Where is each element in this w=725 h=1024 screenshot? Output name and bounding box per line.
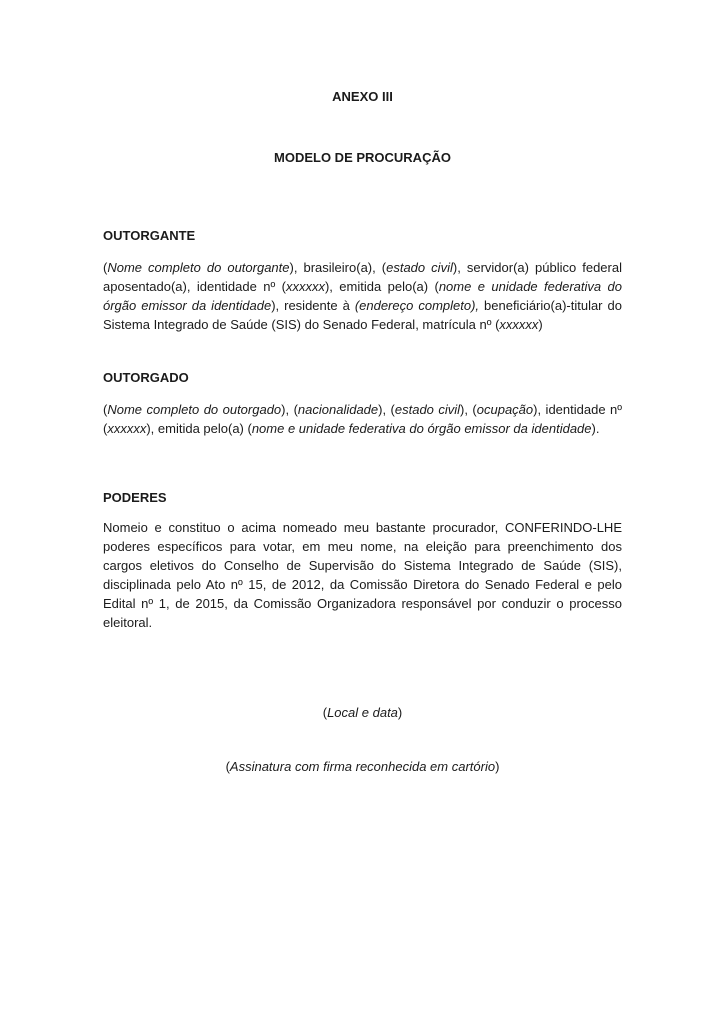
placeholder-local-e-data: (Local e data) xyxy=(322,705,403,720)
paragraph-poderes: Nomeio e constituo o acima nomeado meu bastante procurador, CONFERINDO-LHE poderes específicos para votar, em meu nome, na eleição para preenchimento dos cargos eletivos do Conselho de Supervisão do Sistema Integrado de Saúde (SIS), disciplinada pelo Ato nº 15, de 2012, da Comissão Diretora do Senado Federal e pelo Edital nº 1, de 2015, da Comissão Organizadora responsável por conduzir o processo eleitoral. xyxy=(103,520,622,630)
paragraph-outorgante: (Nome completo do outorgante), brasileiro(a), (estado civil), servidor(a) público federal aposentado(a), identidade nº (xxxxxx), emitida pelo(a) (nome e unidade federativa do órgão emissor da identidade), residente à (endereço completo), beneficiário(a)-titular do Sistema Integrado de Saúde (SIS) do Senado Federal, matrícula nº (xxxxxx) xyxy=(103,260,623,332)
paragraph-outorgado: (Nome completo do outorgado), (nacionalidade), (estado civil), (ocupação), identidade nº (xxxxxx), emitida pelo(a) (nome e unidade federativa do órgão emissor da identidade). xyxy=(103,402,622,436)
annex-title: ANEXO III xyxy=(332,89,393,104)
section-heading-outorgante: OUTORGANTE xyxy=(103,228,196,243)
section-heading-outorgado: OUTORGADO xyxy=(103,370,189,385)
section-heading-poderes: PODERES xyxy=(103,490,167,505)
document-title: MODELO DE PROCURAÇÃO xyxy=(274,150,451,165)
placeholder-assinatura: (Assinatura com firma reconhecida em cartório) xyxy=(225,759,500,774)
